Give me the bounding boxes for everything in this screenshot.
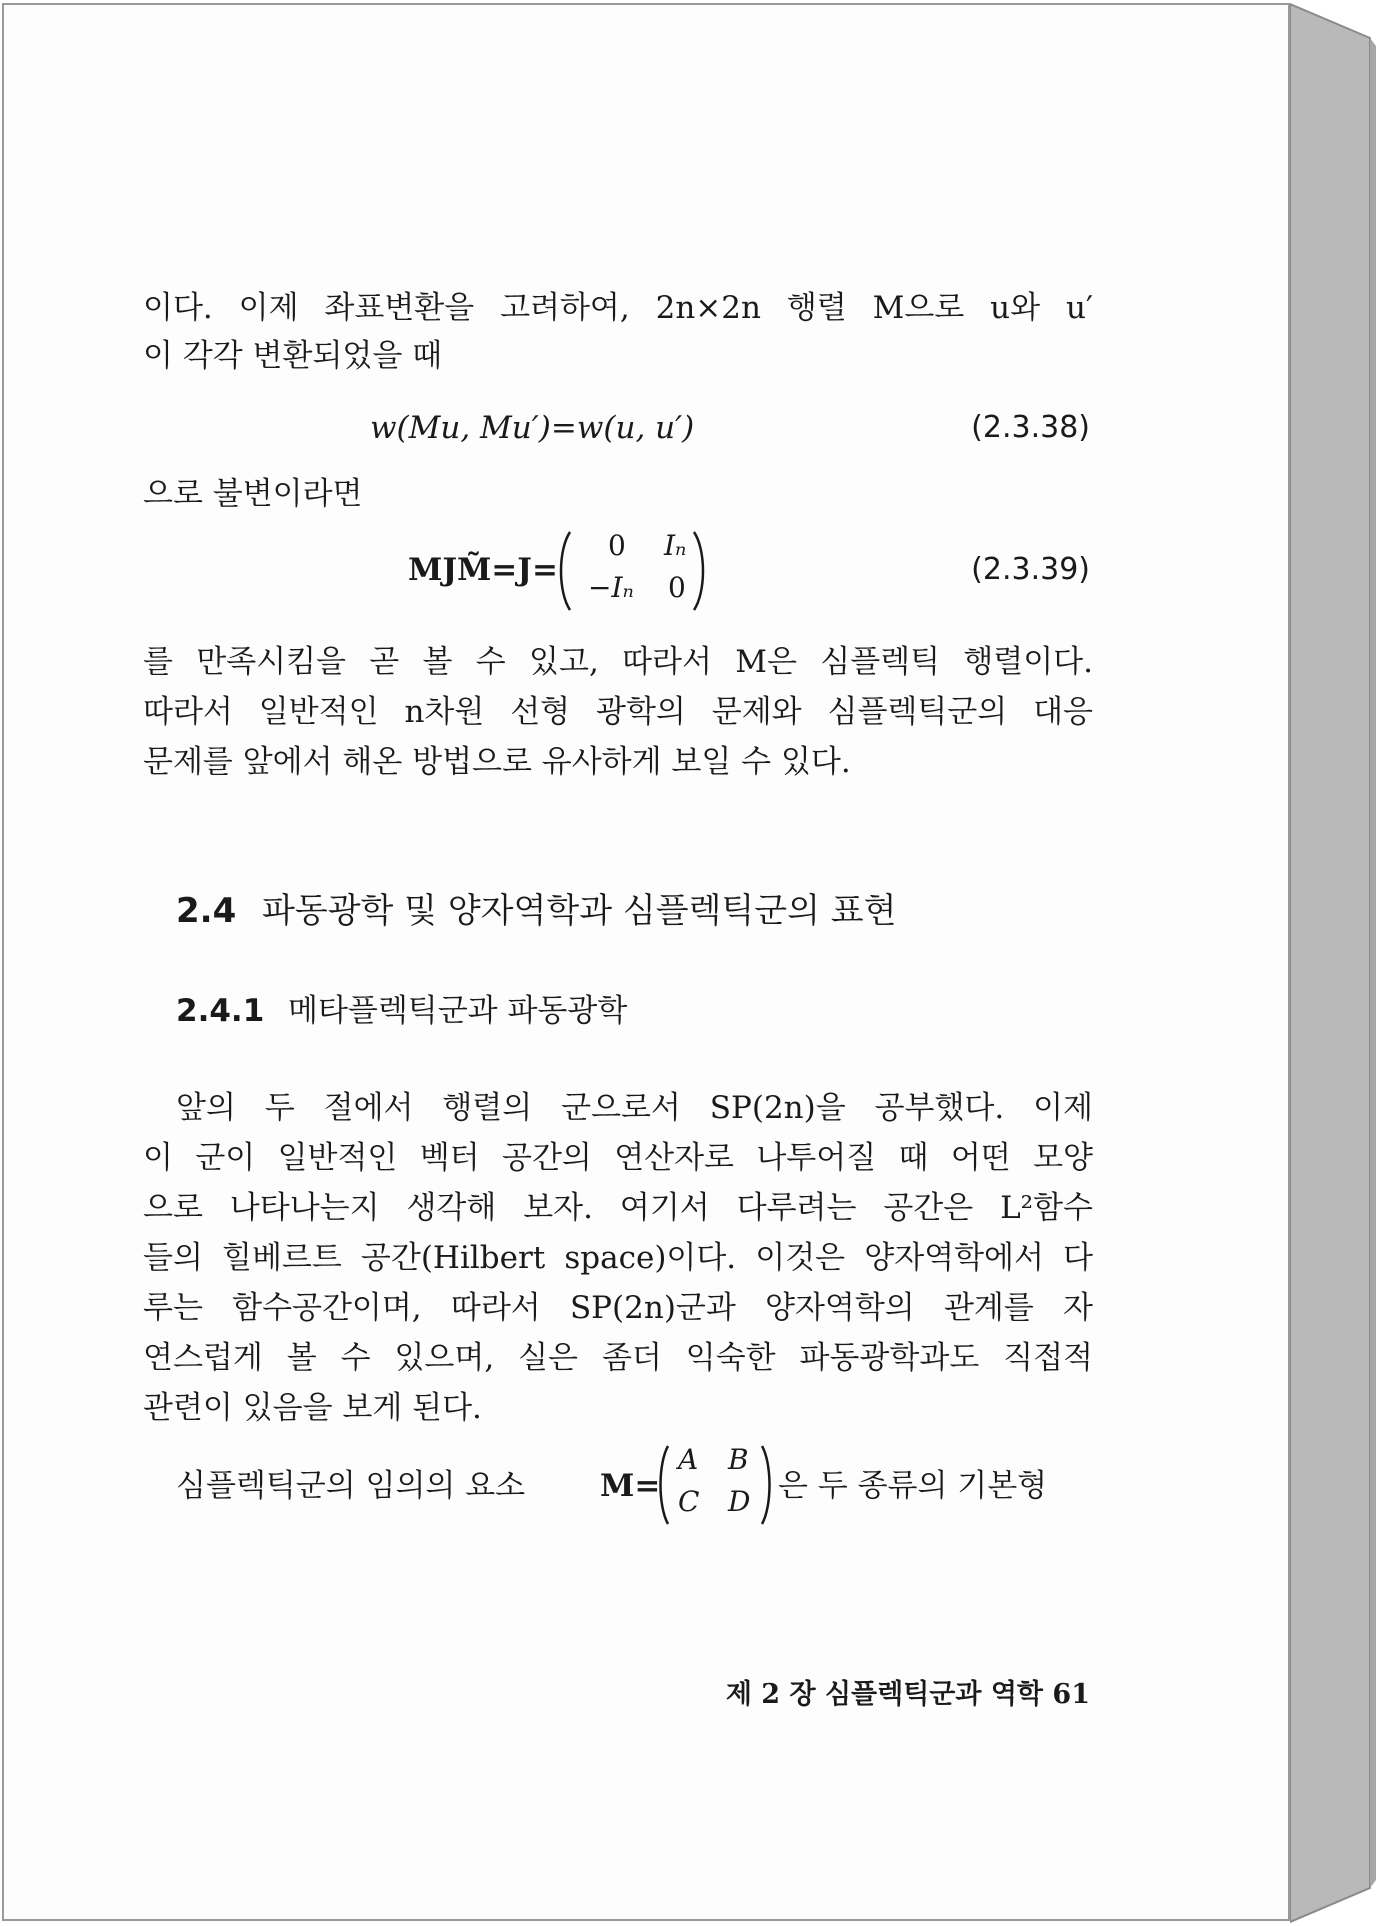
matrix-entry-c: C	[678, 1485, 700, 1518]
equation-2-3-39-lhs: MJM̃=J=	[408, 552, 558, 588]
para5-matrix-label: M=	[600, 1468, 661, 1504]
matrix-entry-12: Iₙ	[664, 529, 687, 562]
equation-number-2-3-38: (2.3.38)	[971, 410, 1090, 445]
para5-before: 심플렉틱군의 임의의 요소	[176, 1468, 526, 1504]
subsection-number: 2.4.1	[176, 993, 265, 1029]
matrix-entry-d: D	[728, 1485, 751, 1518]
para3-line2: 따라서 일반적인 n차원 선형 광학의 문제와 심플렉틱군의 대응	[143, 694, 1093, 730]
para4-line1: 앞의 두 절에서 행렬의 군으로서 SP(2n)을 공부했다. 이제	[176, 1090, 1093, 1126]
para4-line5: 루는 함수공간이며, 따라서 SP(2n)군과 양자역학의 관계를 자	[143, 1290, 1093, 1326]
para3-line3: 문제를 앞에서 해온 방법으로 유사하게 보일 수 있다.	[143, 744, 851, 780]
equation-number-2-3-39: (2.3.39)	[971, 552, 1090, 587]
para1-line1: 이다. 이제 좌표변환을 고려하여, 2n×2n 행렬 M으로 u와 u′	[143, 290, 1093, 326]
para4-line2: 이 군이 일반적인 벡터 공간의 연산자로 나투어질 때 어떤 모양	[143, 1140, 1093, 1176]
subsection-title: 메타플렉틱군과 파동광학	[288, 993, 628, 1029]
matrix-entry-22: 0	[668, 571, 686, 604]
subsection-heading	[176, 988, 627, 1034]
section-heading	[176, 886, 896, 936]
para4-line3: 으로 나타나는지 생각해 보자. 여기서 다루려는 공간은 L²함수	[143, 1190, 1093, 1226]
para5-matrix	[656, 1442, 774, 1528]
para2-line: 으로 불변이라면	[143, 476, 363, 512]
para4-line4: 들의 힐베르트 공간(Hilbert space)이다. 이것은 양자역학에서 다	[143, 1240, 1093, 1276]
para4-line6: 연스럽게 볼 수 있으며, 실은 좀더 익숙한 파동광학과도 직접적	[143, 1340, 1093, 1376]
matrix-entry-a: A	[678, 1443, 699, 1476]
para1-line2: 이 각각 변환되었을 때	[143, 338, 443, 374]
para5-after: 은 두 종류의 기본형	[778, 1468, 1048, 1504]
equation-2-3-39-matrix	[556, 528, 708, 614]
matrix-entry-21: −Iₙ	[588, 571, 634, 604]
section-title: 파동광학 및 양자역학과 심플렉틱군의 표현	[262, 891, 897, 931]
page-footer: 제 2 장 심플렉틱군과 역학 61	[725, 1679, 1090, 1710]
para4-line7: 관련이 있음을 보게 된다.	[143, 1390, 482, 1426]
para3-line1: 를 만족시킴을 곧 볼 수 있고, 따라서 M은 심플렉틱 행렬이다.	[143, 644, 1093, 680]
matrix-entry-11: 0	[608, 529, 626, 562]
matrix-entry-b: B	[728, 1443, 749, 1476]
page-edge-shadow	[1290, 0, 1386, 1926]
equation-2-3-38: w(Mu, Mu′)=w(u, u′)	[370, 410, 695, 446]
section-number: 2.4	[176, 891, 237, 931]
